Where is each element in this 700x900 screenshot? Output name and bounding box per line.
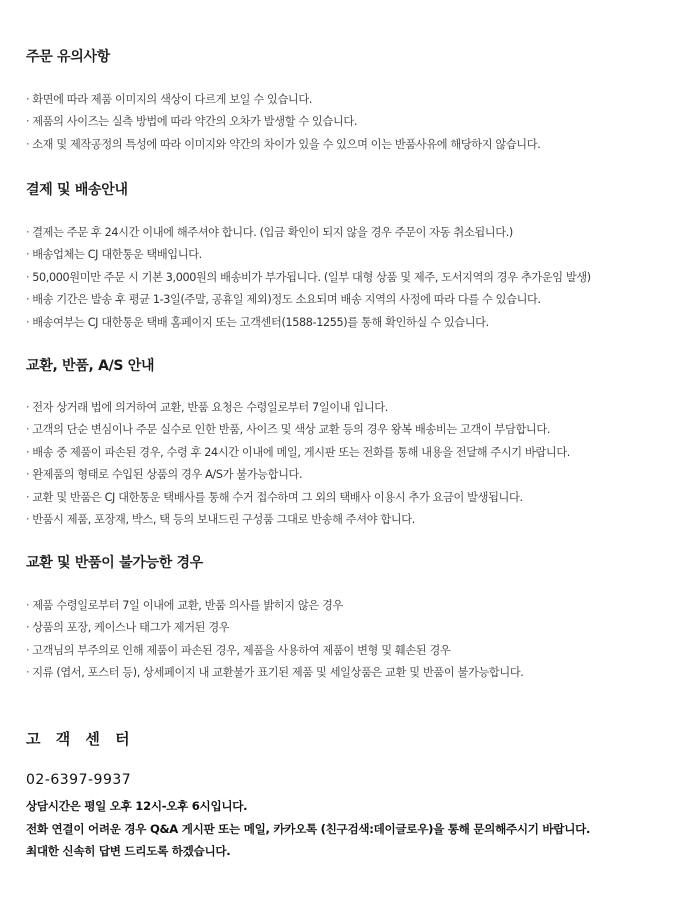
list-item: · 화면에 따라 제품 이미지의 색상이 다르게 보일 수 있습니다. (26, 93, 313, 106)
bullet-mark: · (26, 423, 30, 437)
bullet-mark: · (26, 643, 30, 657)
bullet-mark: · (26, 599, 30, 612)
customer-center-info (26, 795, 590, 863)
list-item: · 배송여부는 CJ 대한통운 택배 홈페이지 또는 고객센터(1588-1255)를 통해 확인하실 수 있습니다. (26, 315, 489, 329)
bullet-mark: · (26, 445, 30, 459)
contact-alternatives: 전화 연결이 어려운 경우 Q&A 게시판 또는 메일, 카카오톡 (친구검색:데이글로우)을 통해 문의해주시기 바랍니다. (26, 821, 591, 836)
list-item: · 완제품의 형태로 수입된 상품의 경우 A/S가 불가능합니다. (26, 468, 303, 482)
bullet-mark: · (26, 621, 30, 635)
list-item: · 배송 기간은 발송 후 평균 1-3일(주말, 공휴일 제외)정도 소요되며 배송 지역의 사정에 따라 다를 수 있습니다. (26, 293, 541, 307)
bullet-mark: · (26, 226, 30, 239)
bullet-mark: · (26, 490, 30, 504)
customer-center-title: 고 객 센 터 (26, 730, 135, 748)
bullet-mark: · (26, 93, 30, 106)
bullet-mark: · (26, 293, 30, 307)
list-item: · 반품시 제품, 포장재, 박스, 택 등의 보내드린 구성품 그대로 반송해 주셔야 합니다. (26, 513, 415, 527)
bullet-mark: · (26, 248, 30, 262)
list-item: · 배송 중 제품이 파손된 경우, 수령 후 24시간 이내에 메일, 게시판 또는 전화를 통해 내용을 전달해 주시기 바랍니다. (26, 445, 570, 459)
list-item: · 소재 및 제작공정의 특성에 따라 이미지와 약간의 차이가 있을 수 있으며 이는 반품사유에 해당하지 않습니다. (26, 137, 541, 151)
section-title-order-notice: 주문 유의사항 (26, 49, 110, 65)
list-item: · 고객의 단순 변심이나 주문 실수로 인한 반품, 사이즈 및 색상 교환 등의 경우 왕복 배송비는 고객이 부담합니다. (26, 423, 551, 437)
bullet-mark: · (26, 513, 30, 527)
payment-shipping-list (26, 222, 591, 334)
bullet-mark: · (26, 315, 30, 329)
section-title-non-returnable: 교환 및 반품이 불가능한 경우 (26, 555, 203, 571)
exchange-return-list (26, 397, 570, 531)
bullet-mark: · (26, 666, 30, 680)
bullet-mark: · (26, 401, 30, 414)
list-item: · 교환 및 반품은 CJ 대한통운 택배사를 통해 수거 접수하며 그 외의 택배사 이용시 추가 요금이 발생됩니다. (26, 490, 523, 504)
list-item: · 제품의 사이즈는 실측 방법에 따라 약간의 오차가 발생할 수 있습니다. (26, 115, 358, 129)
list-item: · 전자 상거래 법에 의거하여 교환, 반품 요청은 수령일로부터 7일이내 입니다. (26, 401, 388, 414)
list-item: · 배송업체는 CJ 대한통운 택배입니다. (26, 248, 202, 262)
bullet-mark: · (26, 270, 30, 284)
order-notice-list (26, 89, 540, 156)
section-title-exchange-return: 교환, 반품, A/S 안내 (26, 358, 155, 374)
list-item: · 결제는 주문 후 24시간 이내에 해주셔야 합니다. (입금 확인이 되지 않을 경우 주문이 자동 취소됩니다.) (26, 226, 513, 239)
list-item: · 고객님의 부주의로 인해 제품이 파손된 경우, 제품을 사용하여 제품이 변형 및 훼손된 경우 (26, 643, 451, 657)
bullet-mark: · (26, 468, 30, 482)
non-returnable-list (26, 595, 524, 685)
section-title-payment-shipping: 결제 및 배송안내 (26, 182, 128, 198)
customer-center-phone: 02-6397-9937 (26, 772, 132, 788)
list-item: · 제품 수령일로부터 7일 이내에 교환, 반품 의사를 밝히지 않은 경우 (26, 599, 343, 612)
list-item: · 상품의 포장, 케이스나 태그가 제거된 경우 (26, 621, 230, 635)
response-promise: 최대한 신속히 답변 드리도록 하겠습니다. (26, 844, 231, 858)
consultation-hours: 상담시간은 평일 오후 12시-오후 6시입니다. (26, 799, 248, 813)
list-item: · 50,000원미만 주문 시 기본 3,000원의 배송비가 부가됩니다. (일부 대형 상품 및 제주, 도서지역의 경우 추가운임 발생) (26, 270, 591, 284)
list-item: · 지류 (엽서, 포스터 등), 상세페이지 내 교환불가 표기된 제품 및 세일상품은 교환 및 반품이 불가능합니다. (26, 666, 524, 680)
bullet-mark: · (26, 115, 30, 129)
bullet-mark: · (26, 137, 30, 151)
